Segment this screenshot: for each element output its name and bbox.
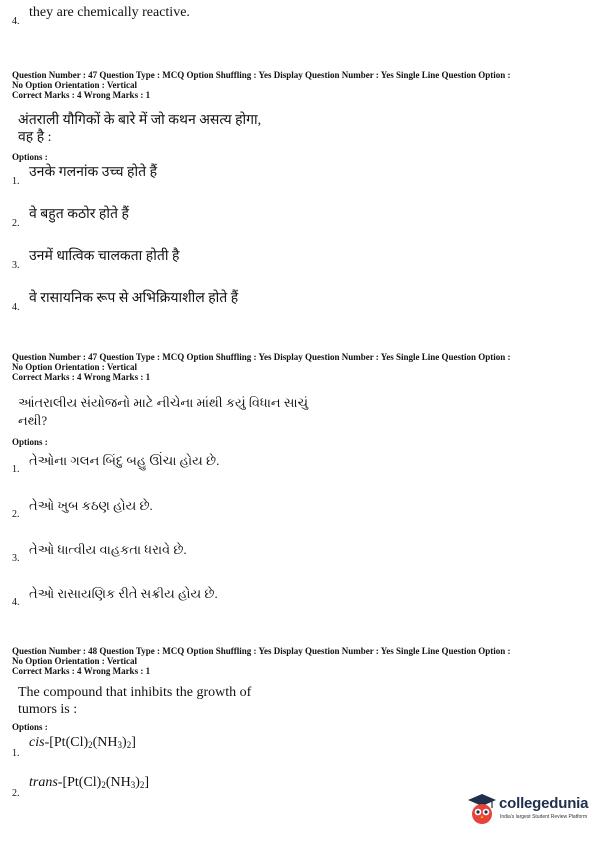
logo-name: collegedunia bbox=[499, 795, 589, 812]
q47-gu-option-3 bbox=[12, 542, 187, 565]
question-line: tumors is : bbox=[18, 702, 78, 717]
options-label: Options : bbox=[12, 437, 48, 447]
option-text: તેઓના ગલન બિંદુ બહુ ઊંચા હોય છે. bbox=[29, 453, 220, 468]
option-number: 3. bbox=[12, 553, 20, 564]
meta-line: Question Number : 47 Question Type : MCQ Option Shuffling : Yes Display Question Number : Yes Single Line Question Option : bbox=[12, 352, 511, 362]
option-text: તેઓ ધાત્વીય વાહકતા ધરાવે છે. bbox=[29, 542, 187, 557]
question-line: वह है : bbox=[18, 130, 52, 145]
option-number: 4. bbox=[12, 597, 20, 608]
option-text: उनके गलनांक उच्च होते हैं bbox=[29, 165, 158, 180]
q47-hi-option-3 bbox=[12, 249, 180, 272]
q47-gu-option-2 bbox=[12, 498, 153, 521]
option-number: 1. bbox=[12, 176, 20, 187]
logo-tagline: India's largest Student Review Platform bbox=[500, 814, 588, 820]
q46-option-4 bbox=[12, 5, 190, 28]
q48-question bbox=[18, 684, 251, 718]
collegedunia-logo bbox=[467, 792, 592, 832]
isomer-prefix: cis bbox=[29, 735, 45, 750]
q47-gu-option-4 bbox=[12, 586, 218, 609]
option-number: 2. bbox=[12, 788, 20, 799]
meta-line: No Option Orientation : Vertical bbox=[12, 362, 137, 372]
option-number: 2. bbox=[12, 509, 20, 520]
option-text: they are chemically reactive. bbox=[29, 5, 190, 20]
q47-hi-option-4 bbox=[12, 291, 239, 314]
q48-option-2 bbox=[12, 775, 150, 800]
option-text: वे बहुत कठोर होते हैं bbox=[29, 207, 129, 222]
option-text: वे रासायनिक रूप से अभिक्रियाशील होते हैं bbox=[29, 291, 239, 306]
option-number: 4. bbox=[12, 16, 20, 27]
option-number: 4. bbox=[12, 302, 20, 313]
q48-meta bbox=[12, 646, 510, 676]
chem-formula: $-[Pt(Cl)_2(NH_3)_2]$ bbox=[57, 775, 150, 790]
option-text: उनमें धात्विक चालकता होती है bbox=[29, 249, 180, 264]
marks-line: Correct Marks : 4 Wrong Marks : 1 bbox=[12, 372, 151, 382]
q47-hi-option-2 bbox=[12, 207, 129, 230]
option-number: 3. bbox=[12, 260, 20, 271]
options-label: Options : bbox=[12, 722, 48, 732]
chem-formula: $-[Pt(Cl)_2(NH_3)_2]$ bbox=[44, 735, 136, 750]
marks-line: Correct Marks : 4 Wrong Marks : 1 bbox=[12, 666, 151, 676]
meta-line: No Option Orientation : Vertical bbox=[12, 656, 137, 666]
meta-line: Question Number : 47 Question Type : MCQ Option Shuffling : Yes Display Question Number : Yes Single Line Question Option : bbox=[12, 70, 511, 80]
isomer-prefix: trans bbox=[29, 775, 58, 790]
option-number: 1. bbox=[12, 748, 20, 759]
q47-gu-meta bbox=[12, 352, 510, 382]
options-label: Options : bbox=[12, 152, 48, 162]
question-line: The compound that inhibits the growth of bbox=[18, 685, 252, 700]
q47-hi-meta bbox=[12, 70, 510, 100]
option-number: 2. bbox=[12, 218, 20, 229]
marks-line: Correct Marks : 4 Wrong Marks : 1 bbox=[12, 90, 151, 100]
q47-hi-option-1 bbox=[12, 165, 158, 188]
graduate-owl-icon bbox=[467, 792, 497, 826]
option-text: તેઓ રાસાયણિક રીતે સક્રીય હોય છે. bbox=[29, 586, 218, 601]
question-line: નથી? bbox=[18, 413, 48, 428]
q48-option-1 bbox=[12, 735, 136, 760]
option-formula bbox=[29, 735, 136, 753]
option-text: તેઓ ખુબ કઠણ હોય છે. bbox=[29, 498, 153, 513]
q47-gu-question bbox=[18, 394, 308, 430]
meta-line: No Option Orientation : Vertical bbox=[12, 80, 137, 90]
meta-line: Question Number : 48 Question Type : MCQ Option Shuffling : Yes Display Question Number : Yes Single Line Question Option : bbox=[12, 646, 511, 656]
question-line: अंतराली यौगिकों के बारे में जो कथन असत्य होगा, bbox=[18, 113, 262, 128]
q47-gu-option-1 bbox=[12, 453, 220, 476]
question-line: આંતરાલીય સંયોજનો માટે નીચેના માંથી કયું વિધાન સાચું bbox=[18, 395, 308, 410]
q47-hi-question bbox=[18, 112, 261, 146]
option-number: 1. bbox=[12, 464, 20, 475]
option-formula bbox=[29, 775, 149, 793]
